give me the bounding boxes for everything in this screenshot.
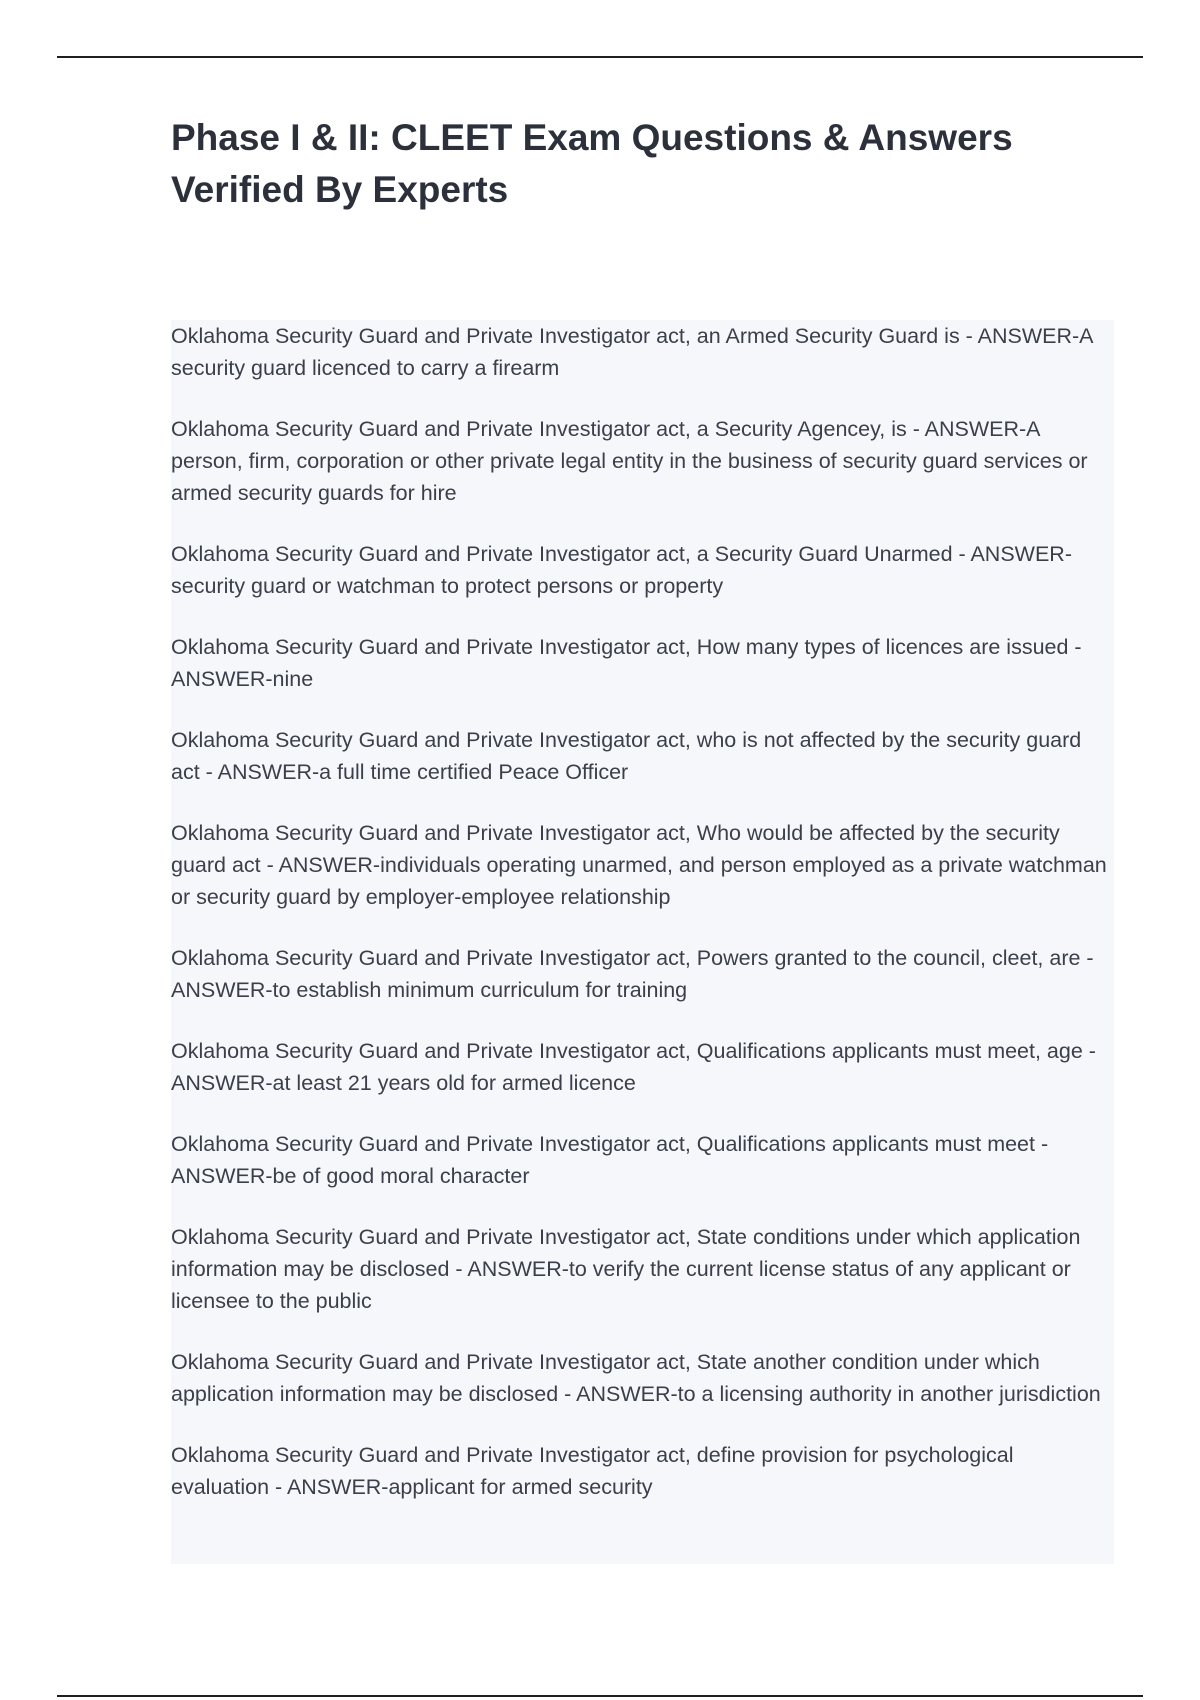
top-divider (57, 56, 1143, 58)
qa-panel (171, 320, 1114, 1564)
qa-item: Oklahoma Security Guard and Private Investigator act, State conditions under which application information may be disclosed - ANSWER-to verify the current license status of any applicant or licensee to the public (171, 1225, 1081, 1313)
qa-list (171, 320, 1114, 1503)
qa-item: Oklahoma Security Guard and Private Investigator act, a Security Guard Unarmed - ANSWER-security guard or watchman to protect persons or property (171, 542, 1072, 598)
bottom-divider (57, 1695, 1143, 1697)
qa-item: Oklahoma Security Guard and Private Investigator act, How many types of licences are issued - ANSWER-nine (171, 635, 1082, 691)
qa-item: Oklahoma Security Guard and Private Investigator act, State another condition under which application information may be disclosed - ANSWER-to a licensing authority in another jurisdiction (171, 1350, 1101, 1406)
qa-item: Oklahoma Security Guard and Private Investigator act, Qualifications applicants must meet - ANSWER-be of good moral character (171, 1132, 1049, 1188)
qa-item: Oklahoma Security Guard and Private Investigator act, Powers granted to the council, cleet, are - ANSWER-to establish minimum curriculum for training (171, 946, 1094, 1002)
page-title: Phase I & II: CLEET Exam Questions & Answers Verified By Experts (171, 117, 1013, 210)
qa-item: Oklahoma Security Guard and Private Investigator act, define provision for psychological evaluation - ANSWER-applicant for armed security (171, 1443, 1014, 1499)
qa-item: Oklahoma Security Guard and Private Investigator act, Qualifications applicants must meet, age - ANSWER-at least 21 years old for armed licence (171, 1039, 1096, 1095)
qa-item: Oklahoma Security Guard and Private Investigator act, Who would be affected by the security guard act - ANSWER-individuals operating unarmed, and person employed as a private watchman or security guard by employer-employee relationship (171, 821, 1107, 909)
qa-item: Oklahoma Security Guard and Private Investigator act, an Armed Security Guard is - ANSWER-A security guard licenced to carry a firearm (171, 324, 1093, 380)
qa-item: Oklahoma Security Guard and Private Investigator act, who is not affected by the security guard act - ANSWER-a full time certified Peace Officer (171, 728, 1082, 784)
qa-item: Oklahoma Security Guard and Private Investigator act, a Security Agencey, is - ANSWER-A person, firm, corporation or other private legal entity in the business of security guard services or armed security guards for hire (171, 417, 1088, 505)
